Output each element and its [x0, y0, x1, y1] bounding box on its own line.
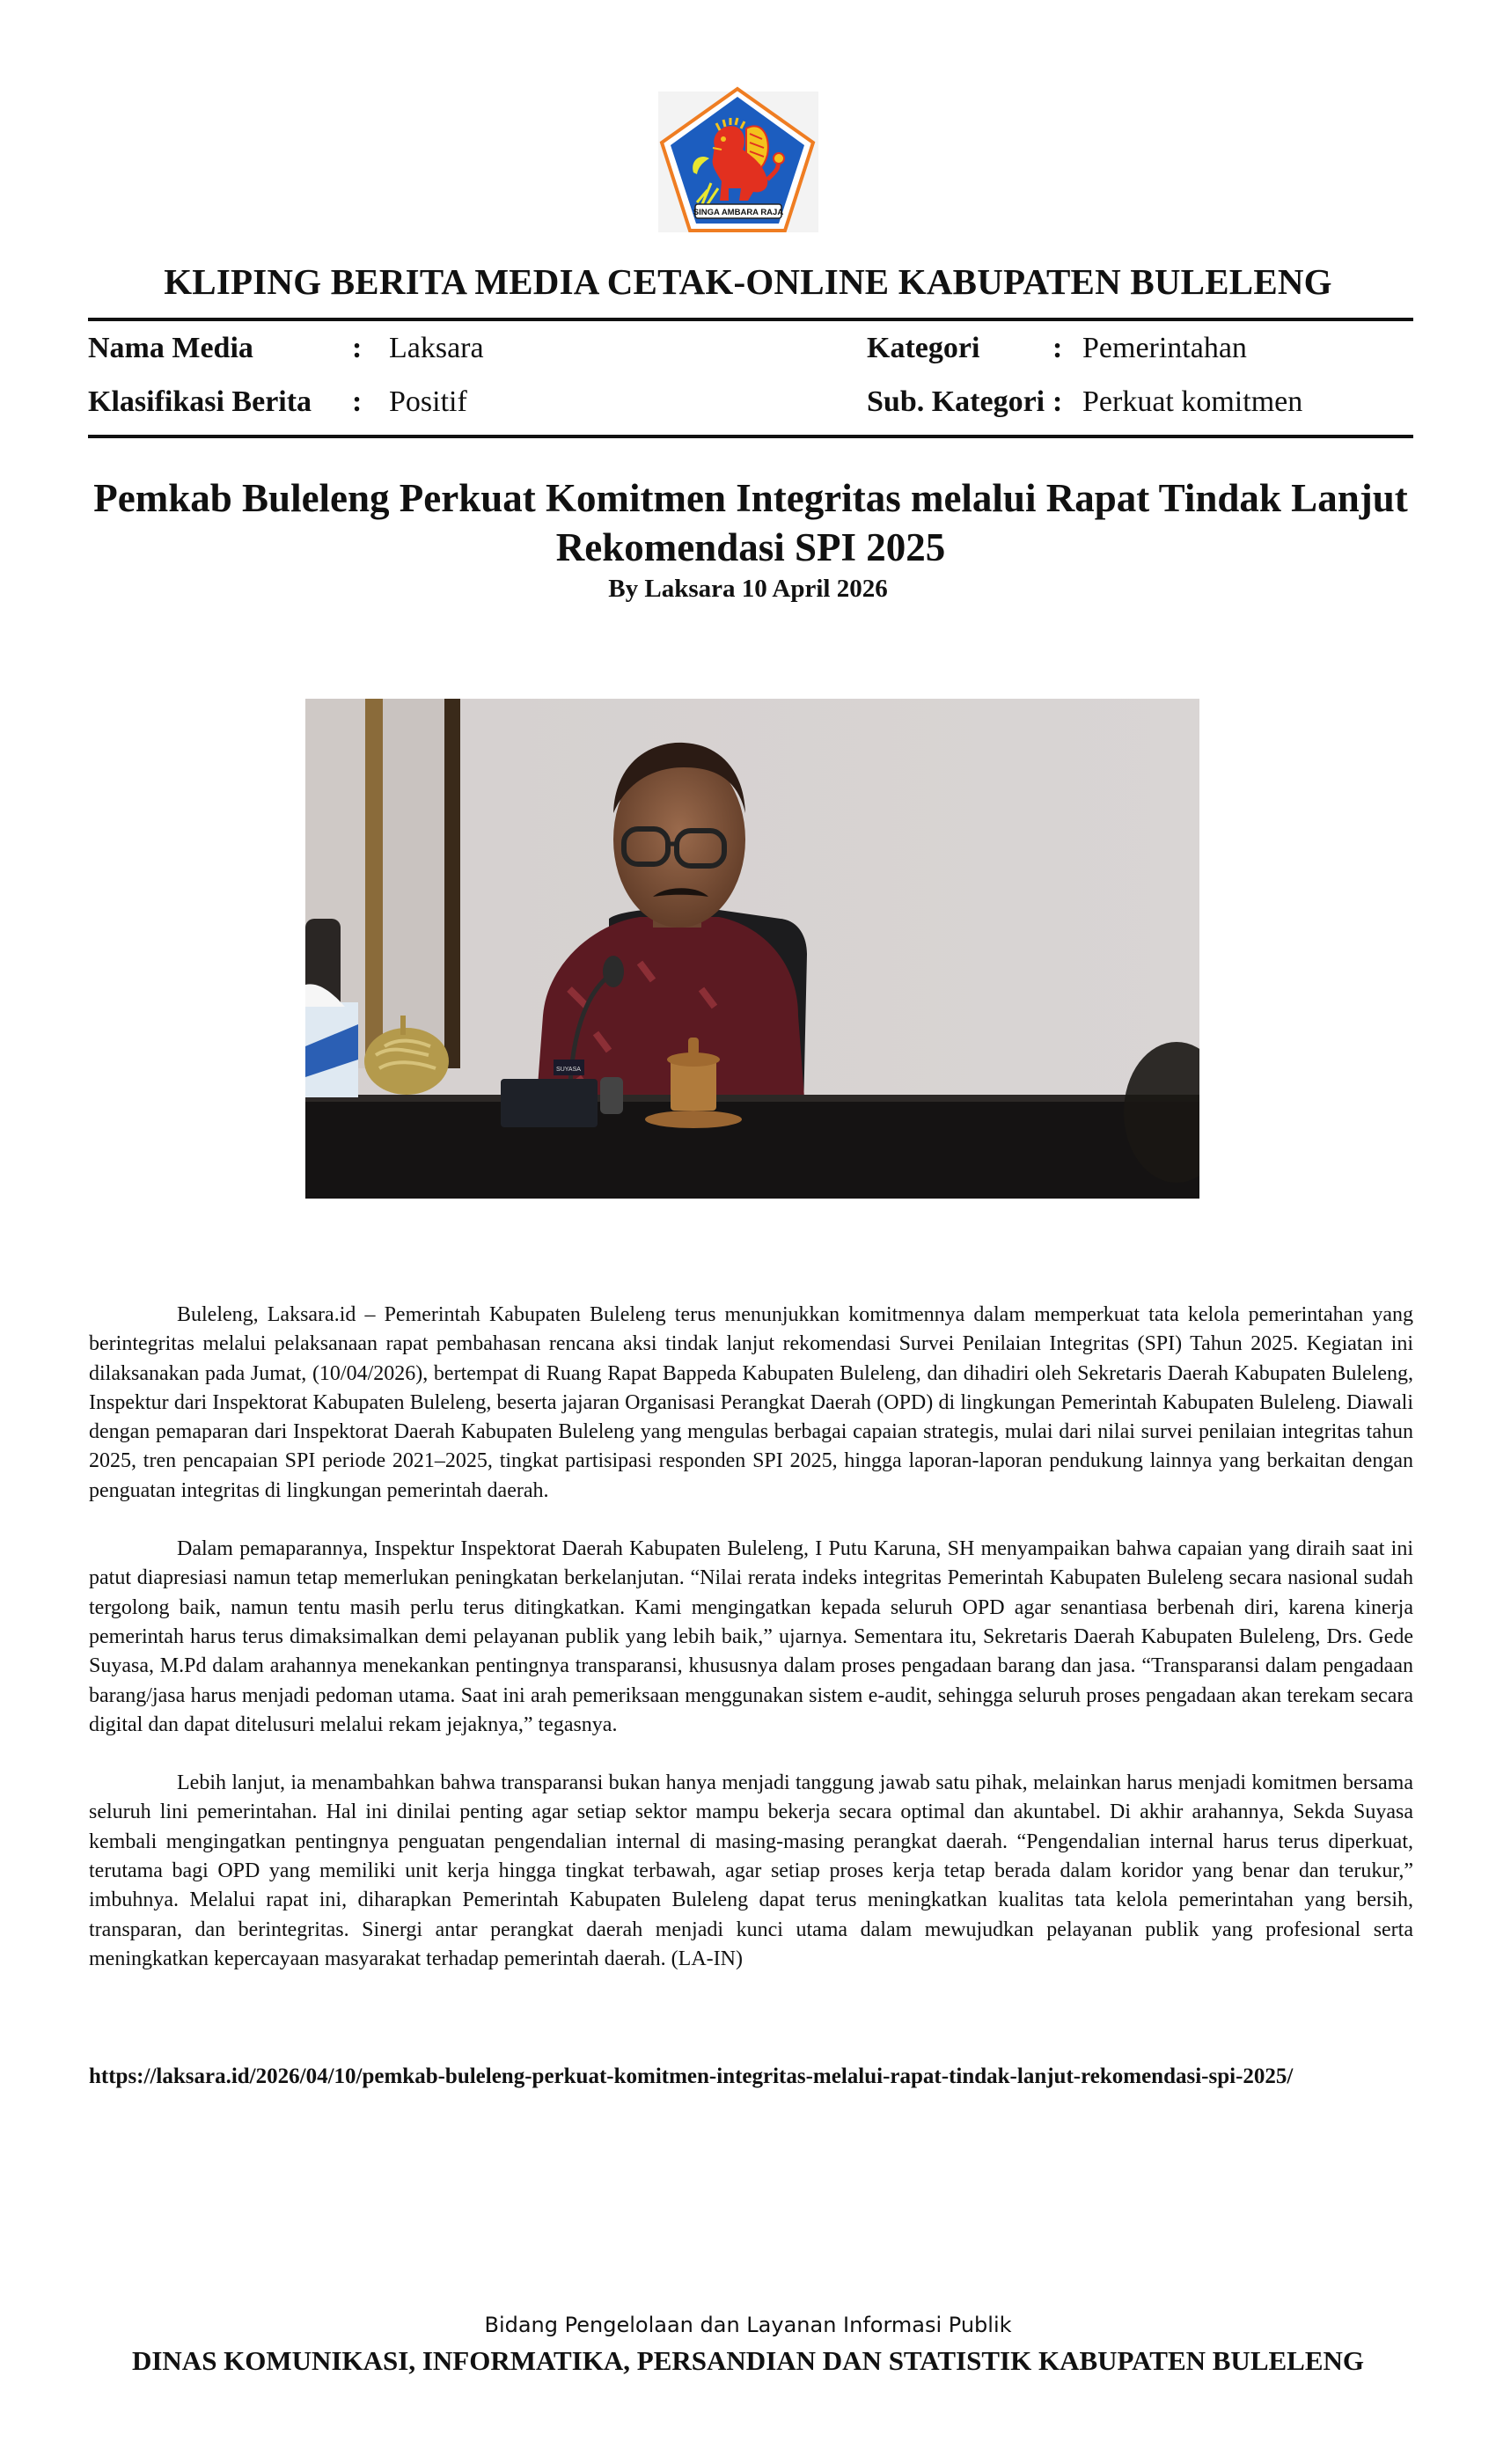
document-title: KLIPING BERITA MEDIA CETAK-ONLINE KABUPATEN BULELENG — [164, 261, 1332, 302]
logo-motto: SINGA AMBARA RAJA — [693, 208, 784, 217]
category-value: Pemerintahan — [1082, 332, 1247, 364]
article-photo — [305, 699, 1199, 1199]
buleleng-regency-logo — [658, 84, 818, 236]
sub-category-value: Perkuat komitmen — [1082, 385, 1303, 418]
footer-department: Bidang Pengelolaan dan Layanan Informasi Publik — [484, 2313, 1012, 2337]
divider — [88, 318, 1413, 321]
lion-crest-icon — [658, 84, 818, 236]
meta-separator: : — [1052, 385, 1063, 418]
meta-separator: : — [1052, 332, 1063, 364]
article-paragraph: Dalam pemaparannya, Inspektur Inspektorat Daerah Kabupaten Buleleng, I Putu Karuna, SH menyampaikan bahwa capaian yang diraih saat ini patut diapresiasi namun tetap memerlukan peningkatan berkelanjutan. “Nilai rerata indeks integritas Pemerintah Kabupaten Buleleng secara nasional sudah tergolong baik, namun tentu masih perlu terus ditingkatkan. Kami mengingatkan kepada seluruh OPD agar senantiasa berbenah diri, karena kinerja pemerintah harus terus dimaksimalkan demi pelayanan publik yang lebih baik,” ujarnya. Sementara itu, Sekretaris Daerah Kabupaten Buleleng, Drs. Gede Suyasa, M.Pd dalam arahannya menekankan pentingnya transparansi, khususnya dalam proses pengadaan barang dan jasa. “Transparansi dalam pengadaan barang/jasa harus menjadi pedoman utama. Saat ini arah pemeriksaan menggunakan sistem e-audit, sehingga seluruh proses pengadaan akan terekam secara digital dan dapat ditelusuri melalui rekam jejaknya,” tegasnya. — [89, 1537, 1413, 1736]
article-paragraph: Lebih lanjut, ia menambahkan bahwa transparansi bukan hanya menjadi tanggung jawab satu pihak, melainkan harus menjadi komitmen bersama seluruh lini pemerintahan. Hal ini dinilai penting agar setiap sektor mampu bekerja secara optimal dan akuntabel. Di akhir arahannya, Sekda Suyasa kembali mengingatkan pentingnya penguatan pengendalian internal di masing-masing perangkat daerah. “Pengendalian internal harus terus diperkuat, terutama bagi OPD yang memiliki unit kerja hingga tingkat terbawah, agar setiap proses kerja tetap berada dalam koridor yang benar dan terukur,” imbuhnya. Melalui rapat ini, diharapkan Pemerintah Kabupaten Buleleng dapat terus meningkatkan kualitas tata kelola pemerintahan yang bersih, transparan, dan berintegritas. Sinergi antar perangkat daerah menjadi kunci utama dalam mewujudkan pelayanan publik yang profesional serta meningkatkan kepercayaan masyarakat terhadap pemerintah daerah. (LA-IN) — [89, 1771, 1413, 1970]
meta-separator: : — [352, 332, 363, 364]
article-headline: Pemkab Buleleng Perkuat Komitmen Integritas melalui Rapat Tindak Lanjut Rekomendasi SPI 2025 — [93, 476, 1408, 569]
article-body — [89, 1301, 1413, 2003]
article-byline: By Laksara 10 April 2026 — [608, 575, 888, 603]
media-name-label: Nama Media — [88, 332, 253, 364]
footer-agency: DINAS KOMUNIKASI, INFORMATIKA, PERSANDIAN DAN STATISTIK KABUPATEN BULELENG — [131, 2345, 1365, 2376]
conference-unit-device — [501, 1079, 598, 1127]
name-plate: SUYASA — [556, 1067, 581, 1073]
meeting-photo-illustration — [305, 699, 1199, 1199]
category-label: Kategori — [867, 332, 980, 364]
article-paragraph: Buleleng, Laksara.id – Pemerintah Kabupaten Buleleng terus menunjukkan komitmennya dalam memperkuat tata kelola pemerintahan yang berintegritas melalui pelaksanaan rapat pembahasan rencana aksi tindak lanjut rekomendasi Survei Penilaian Integritas (SPI) Tahun 2025. Kegiatan ini dilaksanakan pada Jumat, (10/04/2026), bertempat di Ruang Rapat Bappeda Kabupaten Buleleng, dan dihadiri oleh Sekretaris Daerah Kabupaten Buleleng, Inspektur dari Inspektorat Kabupaten Buleleng, beserta jajaran Organisasi Perangkat Daerah (OPD) di lingkungan Pemerintah Kabupaten Buleleng. Diawali dengan pemaparan dari Inspektorat Daerah Kabupaten Buleleng yang mengulas berbagai capaian strategis, mulai dari nilai survei penilaian integritas tahun 2025, tren pencapaian SPI periode 2021–2025, tingkat partisipasi responden SPI 2025, hingga laporan-laporan pendukung lainnya yang berkaitan dengan penguatan integritas di lingkungan pemerintah daerah. — [89, 1303, 1413, 1502]
meta-separator: : — [352, 385, 363, 418]
sub-category-label: Sub. Kategori — [867, 385, 1045, 418]
source-link[interactable]: https://laksara.id/2026/04/10/pemkab-buleleng-perkuat-komitmen-integritas-melalui-rapat-tindak-lanjut-rekomendasi-spi-2025/ — [89, 2064, 1294, 2088]
news-classification-label: Klasifikasi Berita — [88, 385, 312, 418]
news-classification-value: Positif — [389, 385, 467, 418]
meta-label-media — [88, 331, 253, 366]
media-name-value: Laksara — [389, 332, 484, 364]
divider — [88, 435, 1413, 438]
